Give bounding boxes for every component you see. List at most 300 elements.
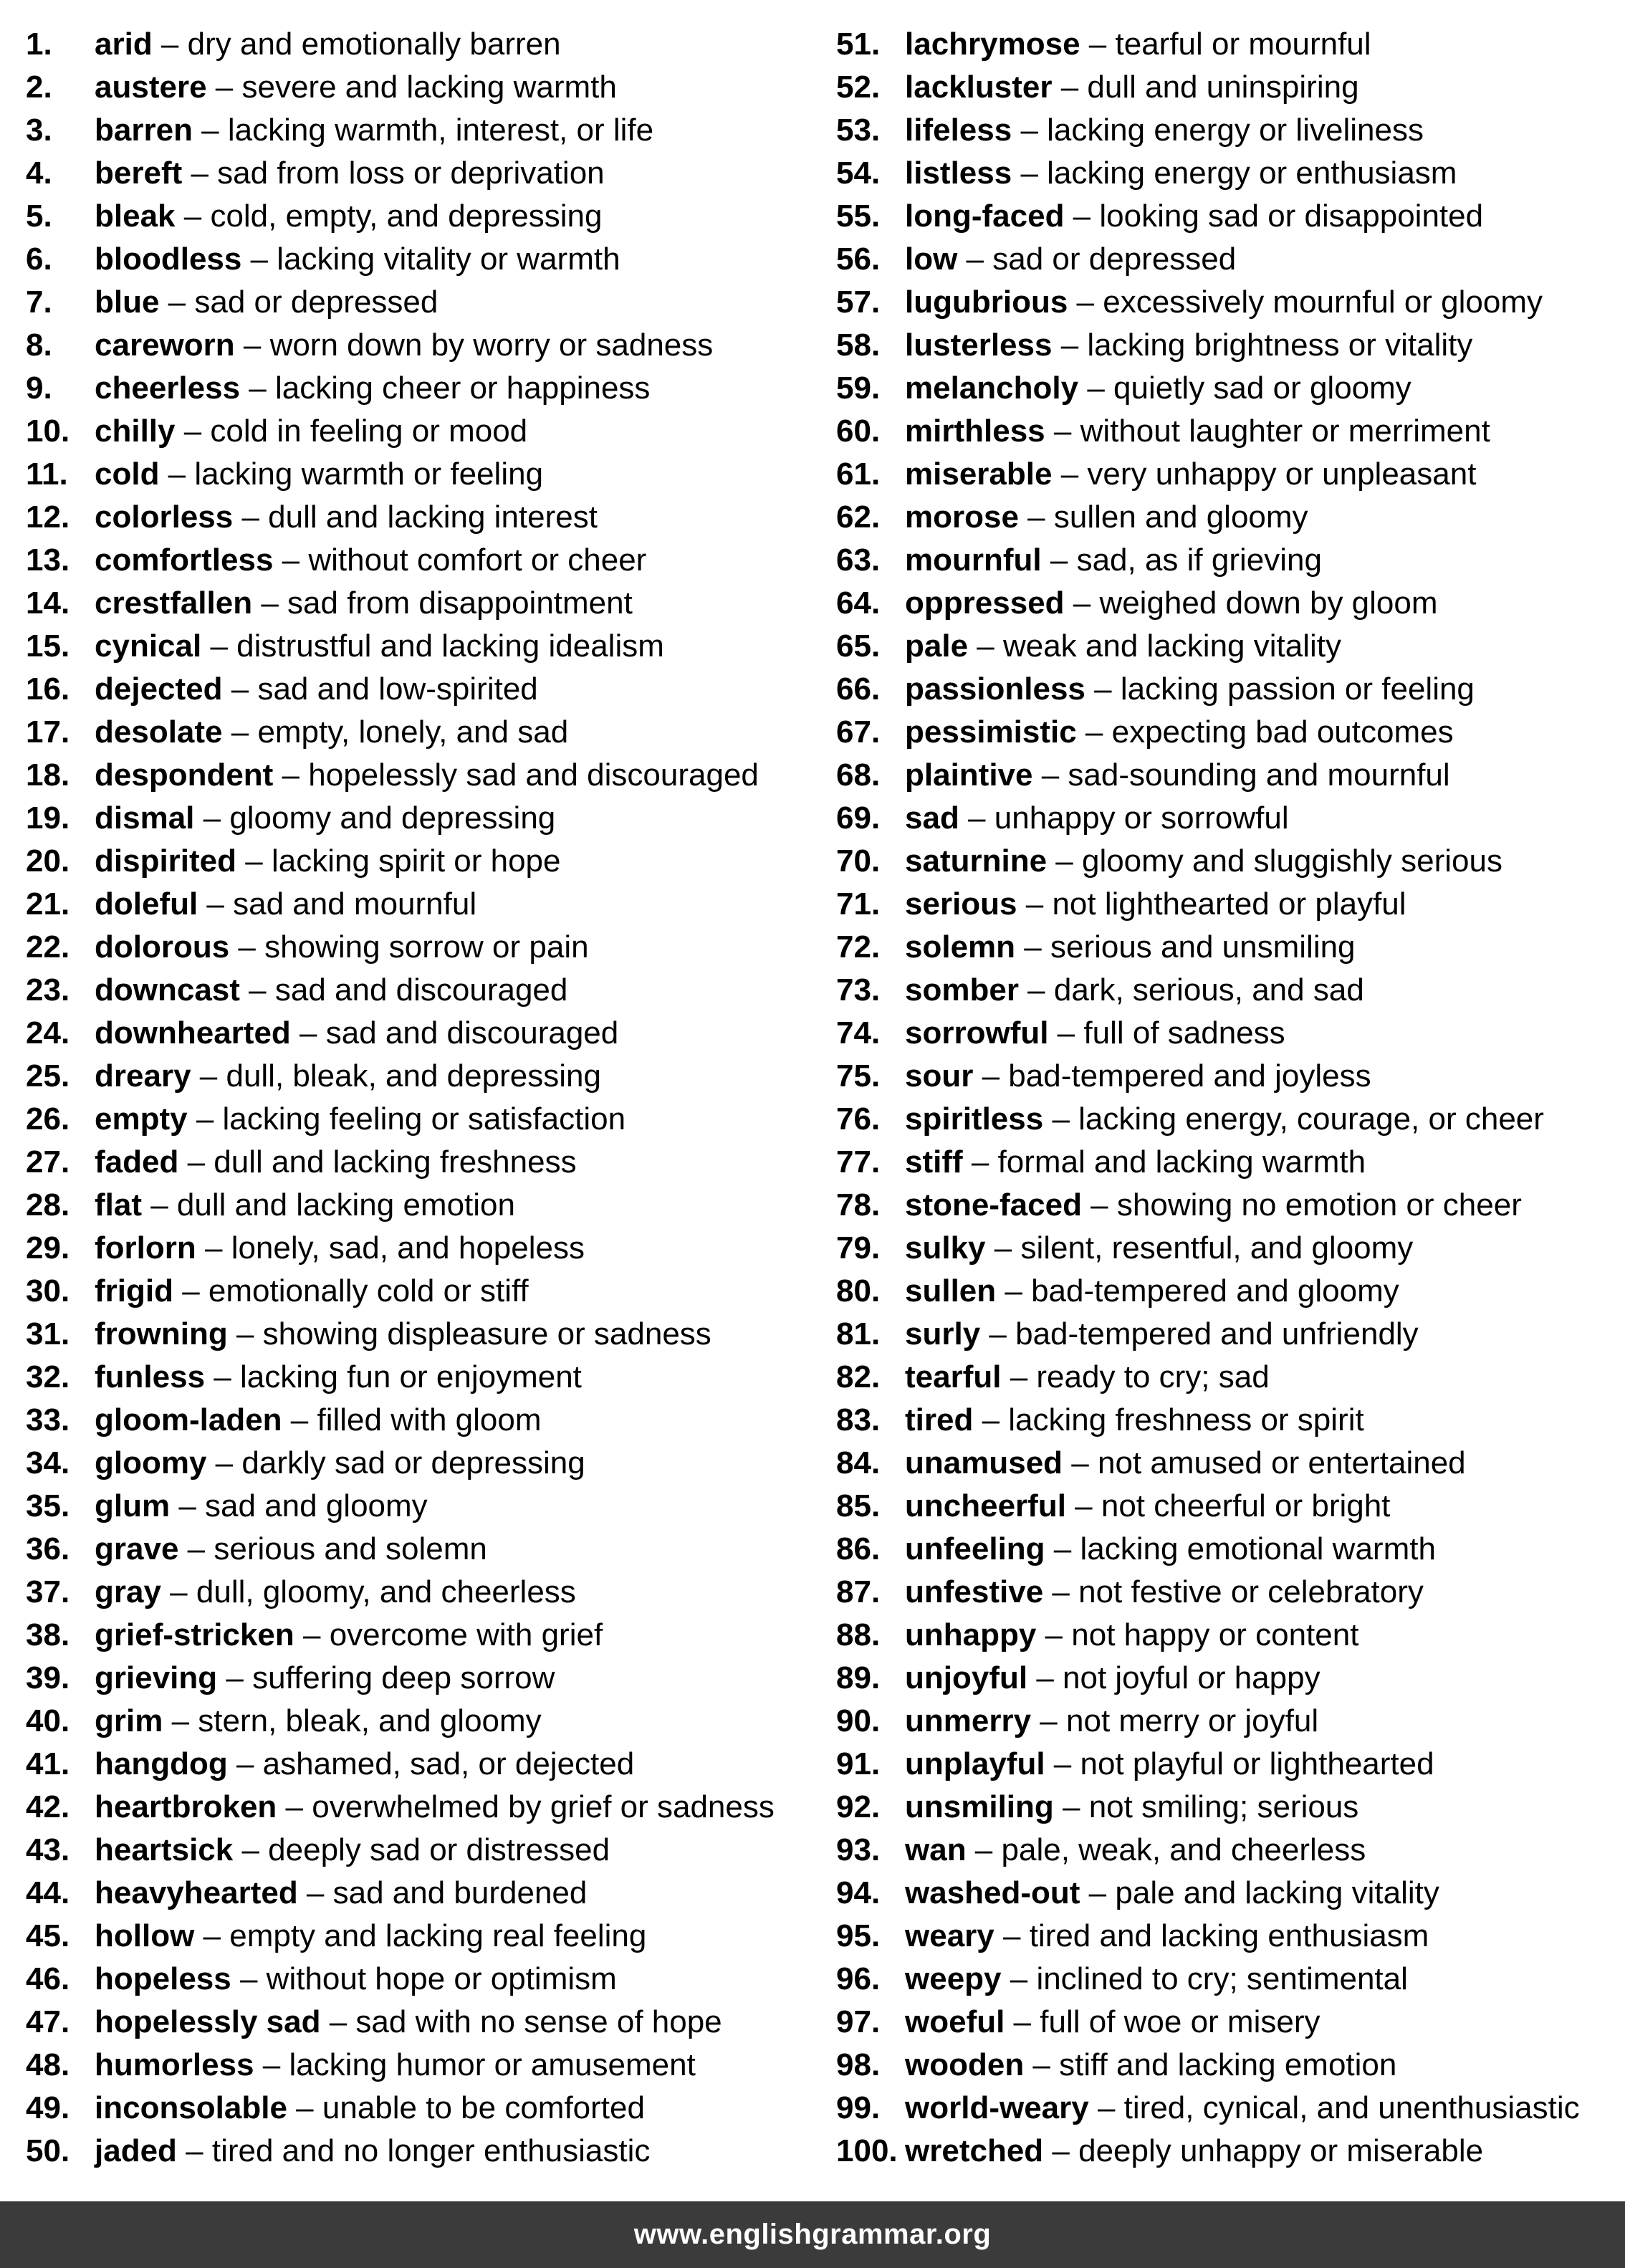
item-separator: – [1012,155,1048,191]
item-definition: not playful or lighthearted [1080,1746,1434,1781]
item-definition: dry and emotionally barren [187,27,561,62]
item-number: 46. [26,1961,70,1996]
item-definition: not smiling; serious [1088,1789,1359,1824]
item-number: 33. [26,1402,70,1437]
item-separator: – [1043,1101,1079,1137]
item-term: stone-faced [905,1187,1082,1222]
item-term: bereft [95,155,183,191]
footer-bar [0,2201,1625,2268]
item-separator: – [996,1273,1032,1308]
item-term: dreary [95,1058,191,1094]
item-definition: not cheerful or bright [1101,1488,1391,1523]
item-definition: showing no emotion or cheer [1116,1187,1522,1222]
item-number: 82. [836,1359,881,1394]
item-separator: – [163,1703,198,1738]
item-separator: – [1018,499,1054,535]
list-item [836,668,1621,711]
item-separator: – [187,1101,223,1137]
item-number: 62. [836,499,881,535]
item-term: unsmiling [905,1789,1054,1824]
item-separator: – [240,370,275,406]
item-term: faded [95,1144,179,1180]
item-separator: – [201,628,237,664]
item-number: 95. [836,1918,881,1953]
item-definition: not festive or celebratory [1078,1574,1424,1609]
item-definition: sad from loss or deprivation [217,155,605,191]
item-term: frowning [95,1316,228,1351]
list-item [836,1442,1621,1485]
list-item [836,1098,1621,1141]
list-item [26,238,814,281]
item-definition: looking sad or disappointed [1099,198,1484,234]
list-item [26,1700,814,1743]
list-item [26,539,814,582]
item-separator: – [1053,1789,1089,1824]
item-number: 23. [26,972,70,1008]
item-separator: – [178,1531,214,1566]
item-definition: quietly sad or gloomy [1113,370,1411,406]
list-item [836,496,1621,539]
list-item [836,1872,1621,1915]
item-definition: without laughter or merriment [1080,413,1490,449]
item-separator: – [160,1574,196,1609]
item-separator: – [196,1230,231,1265]
list-item [836,1915,1621,1958]
item-number: 66. [836,671,881,707]
item-number: 39. [26,1660,70,1695]
list-item [26,281,814,324]
item-number: 22. [26,929,70,965]
item-number: 64. [836,585,881,621]
item-definition: pale and lacking vitality [1115,1875,1439,1910]
item-number: 69. [836,800,881,836]
item-term: somber [905,972,1019,1008]
item-separator: – [1036,1617,1072,1652]
item-number: 68. [836,757,881,793]
list-item [26,195,814,238]
item-definition: sad and discouraged [325,1015,619,1051]
list-item [26,1399,814,1442]
list-item [26,1872,814,1915]
item-term: grief-stricken [95,1617,294,1652]
item-term: dejected [95,671,223,707]
item-term: morose [905,499,1019,535]
item-definition: dull and lacking freshness [214,1144,577,1180]
item-number: 16. [26,671,70,707]
list-item [26,1227,814,1270]
item-number: 54. [836,155,881,191]
list-item [836,840,1621,883]
list-item [836,238,1621,281]
item-definition: lacking energy or enthusiasm [1047,155,1457,191]
item-definition: hopelessly sad and discouraged [308,757,759,793]
item-separator: – [152,27,188,62]
list-item [26,926,814,969]
item-separator: – [287,2090,322,2125]
item-number: 78. [836,1187,881,1222]
list-item [836,754,1621,797]
item-definition: tired and no longer enthusiastic [211,2133,651,2168]
item-term: grim [95,1703,163,1738]
item-term: weary [905,1918,994,1953]
item-term: despondent [95,757,274,793]
item-definition: not amused or entertained [1097,1445,1466,1480]
item-number: 57. [836,284,881,320]
item-term: austere [95,70,207,105]
item-definition: lacking energy or liveliness [1047,113,1424,148]
item-definition: stern, bleak, and gloomy [198,1703,542,1738]
list-item [836,1657,1621,1700]
item-number: 31. [26,1316,70,1351]
item-number: 92. [836,1789,881,1824]
item-term: grave [95,1531,179,1566]
item-separator: – [273,757,309,793]
item-term: lugubrious [905,284,1068,320]
list-item [836,1528,1621,1571]
list-item [26,1657,814,1700]
item-definition: dull, bleak, and depressing [226,1058,601,1094]
item-number: 26. [26,1101,70,1137]
list-item [836,797,1621,840]
item-definition: not merry or joyful [1066,1703,1319,1738]
item-number: 15. [26,628,70,664]
item-separator: – [957,241,993,277]
item-definition: deeply sad or distressed [268,1832,610,1867]
item-number: 2. [26,70,52,105]
list-item [26,582,814,625]
list-item [26,23,814,66]
item-term: melancholy [905,370,1079,406]
item-number: 60. [836,413,881,449]
item-number: 53. [836,113,881,148]
item-separator: – [231,1961,267,1996]
item-separator: – [206,1445,242,1480]
footer-website-link[interactable]: www.englishgrammar.org [633,2219,992,2250]
item-separator: – [1012,113,1048,148]
item-number: 14. [26,585,70,621]
item-definition: showing displeasure or sadness [262,1316,711,1351]
list-item [836,1356,1621,1399]
item-term: barren [95,113,193,148]
item-separator: – [973,1058,1009,1094]
item-definition: ready to cry; sad [1036,1359,1270,1394]
list-item [26,496,814,539]
item-number: 36. [26,1531,70,1566]
item-term: weepy [905,1961,1002,1996]
list-item [26,367,814,410]
list-item [836,367,1621,410]
item-separator: – [1064,585,1100,621]
item-separator: – [142,1187,177,1222]
item-term: funless [95,1359,206,1394]
item-separator: – [968,628,1003,664]
item-definition: formal and lacking warmth [997,1144,1366,1180]
list-item [26,797,814,840]
item-number: 19. [26,800,70,836]
list-item [836,625,1621,668]
list-item [26,1098,814,1141]
item-definition: filled with gloom [317,1402,542,1437]
item-definition: suffering deep sorrow [252,1660,555,1695]
item-number: 32. [26,1359,70,1394]
list-item [836,410,1621,453]
item-definition: bad-tempered and unfriendly [1015,1316,1419,1351]
item-term: tired [905,1402,974,1437]
list-item [26,152,814,195]
item-definition: full of sadness [1083,1015,1285,1051]
item-number: 3. [26,113,52,148]
item-term: frigid [95,1273,173,1308]
item-term: bleak [95,198,176,234]
list-item [836,1141,1621,1184]
item-number: 7. [26,284,52,320]
item-separator: – [173,1273,208,1308]
item-separator: – [227,1746,263,1781]
item-term: blue [95,284,160,320]
list-item [836,1485,1621,1528]
item-term: jaded [95,2133,177,2168]
item-term: downcast [95,972,240,1008]
list-item [26,1614,814,1657]
item-term: bloodless [95,241,242,277]
item-definition: stiff and lacking emotion [1059,2047,1397,2082]
item-number: 63. [836,542,881,578]
item-term: heartbroken [95,1789,277,1824]
item-separator: – [205,1359,240,1394]
item-term: tearful [905,1359,1002,1394]
item-number: 41. [26,1746,70,1781]
item-term: sulky [905,1230,986,1265]
item-definition: unable to be comforted [322,2090,645,2125]
item-term: downhearted [95,1015,291,1051]
list-item [836,324,1621,367]
item-term: lackluster [905,70,1053,105]
item-number: 47. [26,2004,70,2039]
item-separator: – [1065,1488,1101,1523]
item-number: 49. [26,2090,70,2125]
item-separator: – [1001,1359,1037,1394]
item-separator: – [194,800,230,836]
item-definition: inclined to cry; sentimental [1036,1961,1408,1996]
item-number: 21. [26,886,70,922]
item-number: 56. [836,241,881,277]
item-definition: lonely, sad, and hopeless [231,1230,585,1265]
item-definition: deeply unhappy or miserable [1078,2133,1484,2168]
item-term: flat [95,1187,142,1222]
item-number: 88. [836,1617,881,1652]
item-separator: – [1043,1574,1079,1609]
item-definition: lacking warmth, interest, or life [227,113,654,148]
list-item [26,410,814,453]
item-definition: without hope or optimism [266,1961,617,1996]
list-item [836,1786,1621,1829]
item-term: long-faced [905,198,1065,234]
item-definition: very unhappy or unpleasant [1087,456,1477,492]
list-item [26,1915,814,1958]
item-definition: dull and lacking emotion [176,1187,515,1222]
item-term: doleful [95,886,198,922]
list-item [26,1184,814,1227]
item-number: 50. [26,2133,70,2168]
item-number: 12. [26,499,70,535]
list-item [26,668,814,711]
item-definition: emotionally cold or stiff [208,1273,529,1308]
item-definition: silent, resentful, and gloomy [1020,1230,1414,1265]
item-term: solemn [905,929,1016,965]
list-item [26,883,814,926]
item-number: 6. [26,241,52,277]
item-definition: gloomy and depressing [229,800,556,836]
item-number: 55. [836,198,881,234]
item-separator: – [1068,284,1103,320]
item-number: 28. [26,1187,70,1222]
item-definition: unhappy or sorrowful [994,800,1289,836]
item-term: passionless [905,671,1085,707]
item-definition: lacking feeling or satisfaction [222,1101,626,1137]
list-item [26,1313,814,1356]
item-definition: ashamed, sad, or dejected [262,1746,635,1781]
item-term: heartsick [95,1832,234,1867]
item-number: 52. [836,70,881,105]
item-number: 37. [26,1574,70,1609]
list-item [836,281,1621,324]
item-number: 30. [26,1273,70,1308]
item-term: serious [905,886,1017,922]
item-separator: – [320,2004,356,2039]
item-number: 99. [836,2090,881,2125]
list-item [836,539,1621,582]
item-separator: – [1001,1961,1037,1996]
item-term: woeful [905,2004,1005,2039]
item-term: pale [905,628,969,664]
item-definition: not lighthearted or playful [1052,886,1406,922]
item-separator: – [1024,2047,1060,2082]
item-separator: – [962,1144,998,1180]
item-term: crestfallen [95,585,253,621]
item-definition: weighed down by gloom [1099,585,1438,621]
item-definition: lacking energy, courage, or cheer [1078,1101,1544,1137]
item-number: 27. [26,1144,70,1180]
item-separator: – [282,1402,317,1437]
item-definition: excessively mournful or gloomy [1103,284,1543,320]
item-separator: – [1088,2090,1124,2125]
item-definition: sad and burdened [332,1875,588,1910]
item-separator: – [175,198,211,234]
list-item [26,1442,814,1485]
item-term: unhappy [905,1617,1037,1652]
item-definition: without comfort or cheer [308,542,647,578]
item-number: 34. [26,1445,70,1480]
item-term: saturnine [905,843,1048,879]
item-separator: – [297,1875,333,1910]
item-term: desolate [95,714,223,750]
item-number: 80. [836,1273,881,1308]
item-number: 10. [26,413,70,449]
item-term: mournful [905,542,1042,578]
item-definition: tired, cynical, and unenthusiastic [1123,2090,1580,2125]
item-term: pessimistic [905,714,1077,750]
item-separator: – [229,929,265,965]
item-term: comfortless [95,542,274,578]
list-item [836,1012,1621,1055]
list-item [836,1313,1621,1356]
list-item [26,453,814,496]
item-number: 42. [26,1789,70,1824]
item-separator: – [206,70,242,105]
item-number: 4. [26,155,52,191]
item-number: 84. [836,1445,881,1480]
item-term: wan [905,1832,967,1867]
item-number: 98. [836,2047,881,2082]
item-separator: – [217,1660,253,1695]
item-separator: – [159,284,195,320]
list-item [836,23,1621,66]
item-number: 96. [836,1961,881,1996]
item-definition: sad and low-spirited [257,671,538,707]
item-separator: – [233,1832,269,1867]
list-item [836,2044,1621,2087]
item-definition: worn down by worry or sadness [269,327,714,363]
item-number: 65. [836,628,881,664]
item-number: 91. [836,1746,881,1781]
item-number: 100. [836,2133,898,2168]
item-separator: – [241,241,277,277]
item-separator: – [973,1402,1009,1437]
item-separator: – [1018,972,1054,1008]
item-number: 59. [836,370,881,406]
item-number: 44. [26,1875,70,1910]
item-separator: – [178,1144,214,1180]
item-separator: – [1045,413,1080,449]
item-number: 18. [26,757,70,793]
item-separator: – [1017,886,1053,922]
item-separator: – [1047,843,1082,879]
item-term: lusterless [905,327,1053,363]
item-term: dismal [95,800,195,836]
item-separator: – [198,886,234,922]
item-term: stiff [905,1144,963,1180]
item-definition: sad with no sense of hope [355,2004,722,2039]
item-definition: sad or depressed [992,241,1237,277]
item-separator: – [1045,1746,1080,1781]
item-number: 74. [836,1015,881,1051]
item-definition: sad-sounding and mournful [1068,757,1450,793]
item-separator: – [236,843,272,879]
item-term: gloomy [95,1445,207,1480]
list-item [26,1270,814,1313]
item-term: hangdog [95,1746,228,1781]
item-separator: – [1031,1703,1066,1738]
item-definition: weak and lacking vitality [1002,628,1341,664]
list-item [26,1571,814,1614]
item-separator: – [273,542,309,578]
list-item [26,840,814,883]
item-definition: serious and solemn [214,1531,487,1566]
item-definition: lacking passion or feeling [1120,671,1475,707]
item-definition: empty, lonely, and sad [257,714,569,750]
item-separator: – [1052,70,1088,105]
item-separator: – [222,671,258,707]
item-number: 43. [26,1832,70,1867]
item-definition: sad from disappointment [287,585,633,621]
item-separator: – [194,1918,230,1953]
item-separator: – [966,1832,1002,1867]
item-term: hollow [95,1918,195,1953]
list-item [26,1485,814,1528]
item-term: lifeless [905,113,1012,148]
item-term: unfeeling [905,1531,1045,1566]
item-term: washed-out [905,1875,1080,1910]
